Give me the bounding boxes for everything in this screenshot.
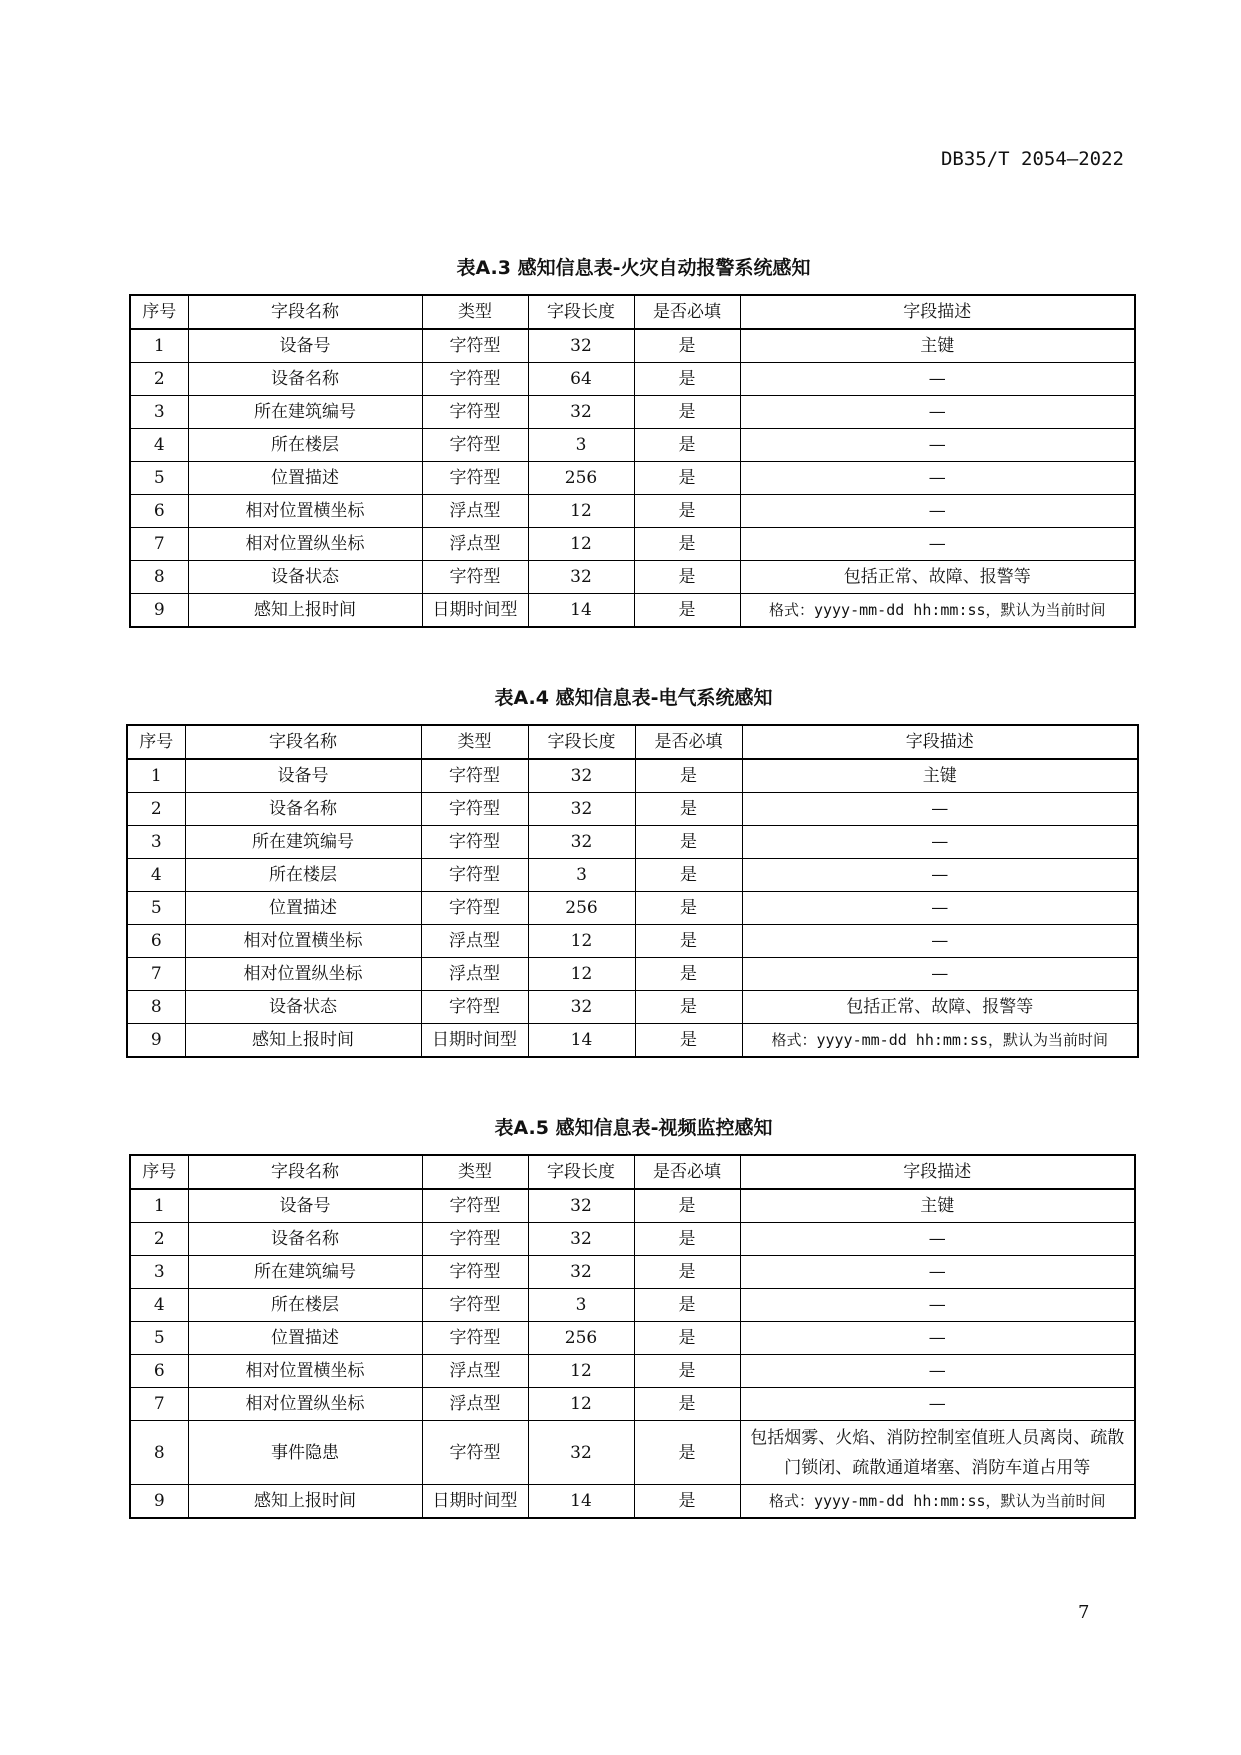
header-field-name: 字段名称 xyxy=(188,1155,422,1189)
cell-required: 是 xyxy=(634,1421,740,1485)
cell-index: 4 xyxy=(130,429,188,462)
cell-description: — xyxy=(742,892,1138,925)
cell-description: 格式：yyyy-mm-dd hh:mm:ss，默认为当前时间 xyxy=(740,1485,1135,1519)
cell-index: 2 xyxy=(130,1223,188,1256)
table-row xyxy=(127,826,1138,859)
cell-description: 包括正常、故障、报警等 xyxy=(740,561,1135,594)
cell-required: 是 xyxy=(635,759,742,793)
table-row xyxy=(130,429,1135,462)
table-row xyxy=(130,1355,1135,1388)
cell-type: 字符型 xyxy=(421,826,528,859)
cell-type: 字符型 xyxy=(421,859,528,892)
cell-length: 12 xyxy=(528,495,634,528)
header-length: 字段长度 xyxy=(528,725,635,759)
cell-index: 8 xyxy=(130,1421,188,1485)
cell-description: — xyxy=(740,1355,1135,1388)
cell-field-name: 相对位置纵坐标 xyxy=(188,528,422,561)
cell-required: 是 xyxy=(634,1388,740,1421)
header-type: 类型 xyxy=(421,725,528,759)
cell-type: 浮点型 xyxy=(421,958,528,991)
table-row xyxy=(130,1322,1135,1355)
cell-required: 是 xyxy=(634,1355,740,1388)
header-field-name: 字段名称 xyxy=(185,725,421,759)
cell-length: 14 xyxy=(528,1485,634,1519)
cell-index: 1 xyxy=(130,1189,188,1223)
header-index: 序号 xyxy=(130,295,188,329)
cell-required: 是 xyxy=(634,594,740,628)
cell-description: — xyxy=(740,1388,1135,1421)
cell-field-name: 感知上报时间 xyxy=(185,1024,421,1058)
cell-field-name: 相对位置纵坐标 xyxy=(185,958,421,991)
cell-index: 5 xyxy=(130,462,188,495)
cell-field-name: 设备号 xyxy=(188,1189,422,1223)
document-code: DB35/T 2054—2022 xyxy=(940,148,1124,170)
cell-field-name: 相对位置纵坐标 xyxy=(188,1388,422,1421)
cell-field-name: 设备状态 xyxy=(188,561,422,594)
cell-required: 是 xyxy=(634,1256,740,1289)
table-a3-caption: 表A.3 感知信息表-火灾自动报警系统感知 xyxy=(456,257,811,279)
cell-type: 字符型 xyxy=(422,1421,528,1485)
cell-field-name: 设备名称 xyxy=(188,1223,422,1256)
cell-length: 256 xyxy=(528,462,634,495)
table-a3 xyxy=(129,294,1136,628)
cell-length: 14 xyxy=(528,594,634,628)
cell-field-name: 位置描述 xyxy=(188,1322,422,1355)
table-row xyxy=(130,1189,1135,1223)
cell-description: — xyxy=(740,1322,1135,1355)
cell-description: — xyxy=(742,925,1138,958)
cell-type: 浮点型 xyxy=(422,528,528,561)
table-row xyxy=(130,396,1135,429)
cell-type: 字符型 xyxy=(422,1322,528,1355)
cell-required: 是 xyxy=(634,1223,740,1256)
cell-length: 32 xyxy=(528,793,635,826)
cell-field-name: 所在楼层 xyxy=(188,429,422,462)
cell-type: 日期时间型 xyxy=(421,1024,528,1058)
table-row xyxy=(130,1223,1135,1256)
cell-type: 浮点型 xyxy=(422,495,528,528)
cell-type: 字符型 xyxy=(422,1223,528,1256)
cell-type: 字符型 xyxy=(421,793,528,826)
table-row xyxy=(130,561,1135,594)
cell-length: 12 xyxy=(528,1388,634,1421)
cell-description: — xyxy=(742,826,1138,859)
cell-length: 32 xyxy=(528,1223,634,1256)
cell-description: 主键 xyxy=(740,329,1135,363)
cell-index: 1 xyxy=(127,759,185,793)
cell-required: 是 xyxy=(635,925,742,958)
table-row xyxy=(130,1256,1135,1289)
cell-type: 字符型 xyxy=(422,1256,528,1289)
cell-description: — xyxy=(740,396,1135,429)
cell-required: 是 xyxy=(634,495,740,528)
cell-length: 32 xyxy=(528,759,635,793)
table-row xyxy=(130,1421,1135,1485)
cell-field-name: 所在楼层 xyxy=(188,1289,422,1322)
cell-required: 是 xyxy=(634,1189,740,1223)
cell-required: 是 xyxy=(634,561,740,594)
cell-field-name: 所在建筑编号 xyxy=(188,1256,422,1289)
cell-type: 日期时间型 xyxy=(422,1485,528,1519)
cell-description: — xyxy=(740,462,1135,495)
cell-field-name: 事件隐患 xyxy=(188,1421,422,1485)
cell-type: 字符型 xyxy=(422,429,528,462)
cell-required: 是 xyxy=(634,429,740,462)
cell-field-name: 位置描述 xyxy=(188,462,422,495)
table-row xyxy=(127,793,1138,826)
cell-type: 字符型 xyxy=(422,1289,528,1322)
header-index: 序号 xyxy=(130,1155,188,1189)
header-length: 字段长度 xyxy=(528,1155,634,1189)
cell-type: 字符型 xyxy=(422,396,528,429)
cell-description: — xyxy=(740,495,1135,528)
cell-length: 12 xyxy=(528,528,634,561)
cell-index: 9 xyxy=(127,1024,185,1058)
table-a5 xyxy=(129,1154,1136,1519)
table-row xyxy=(130,1388,1135,1421)
table-row xyxy=(127,958,1138,991)
table-row xyxy=(130,594,1135,628)
cell-type: 日期时间型 xyxy=(422,594,528,628)
cell-index: 5 xyxy=(127,892,185,925)
cell-length: 3 xyxy=(528,859,635,892)
table-row xyxy=(130,1289,1135,1322)
cell-index: 3 xyxy=(130,1256,188,1289)
cell-field-name: 感知上报时间 xyxy=(188,594,422,628)
cell-description: 格式：yyyy-mm-dd hh:mm:ss，默认为当前时间 xyxy=(740,594,1135,628)
cell-index: 3 xyxy=(130,396,188,429)
cell-required: 是 xyxy=(634,462,740,495)
cell-field-name: 设备状态 xyxy=(185,991,421,1024)
cell-field-name: 相对位置横坐标 xyxy=(185,925,421,958)
header-type: 类型 xyxy=(422,295,528,329)
cell-field-name: 所在楼层 xyxy=(185,859,421,892)
cell-length: 3 xyxy=(528,429,634,462)
cell-required: 是 xyxy=(634,1289,740,1322)
cell-length: 14 xyxy=(528,1024,635,1058)
cell-length: 32 xyxy=(528,991,635,1024)
table-row xyxy=(130,462,1135,495)
cell-length: 12 xyxy=(528,1355,634,1388)
cell-required: 是 xyxy=(634,396,740,429)
cell-required: 是 xyxy=(635,1024,742,1058)
header-length: 字段长度 xyxy=(528,295,634,329)
cell-description: 主键 xyxy=(742,759,1138,793)
cell-length: 32 xyxy=(528,1189,634,1223)
table-a4-caption: 表A.4 感知信息表-电气系统感知 xyxy=(494,687,773,709)
cell-required: 是 xyxy=(634,1322,740,1355)
cell-field-name: 位置描述 xyxy=(185,892,421,925)
cell-index: 8 xyxy=(130,561,188,594)
header-field-name: 字段名称 xyxy=(188,295,422,329)
cell-required: 是 xyxy=(634,363,740,396)
cell-length: 32 xyxy=(528,396,634,429)
cell-length: 12 xyxy=(528,925,635,958)
cell-field-name: 感知上报时间 xyxy=(188,1485,422,1519)
cell-field-name: 设备名称 xyxy=(185,793,421,826)
cell-index: 7 xyxy=(127,958,185,991)
cell-description: — xyxy=(742,859,1138,892)
table-a5-caption: 表A.5 感知信息表-视频监控感知 xyxy=(494,1117,773,1139)
cell-field-name: 相对位置横坐标 xyxy=(188,1355,422,1388)
cell-type: 字符型 xyxy=(421,759,528,793)
cell-index: 6 xyxy=(130,1355,188,1388)
header-type: 类型 xyxy=(422,1155,528,1189)
cell-index: 5 xyxy=(130,1322,188,1355)
cell-index: 1 xyxy=(130,329,188,363)
cell-field-name: 所在建筑编号 xyxy=(188,396,422,429)
cell-field-name: 设备号 xyxy=(188,329,422,363)
cell-length: 3 xyxy=(528,1289,634,1322)
cell-field-name: 相对位置横坐标 xyxy=(188,495,422,528)
cell-length: 32 xyxy=(528,329,634,363)
cell-index: 2 xyxy=(127,793,185,826)
cell-index: 9 xyxy=(130,1485,188,1519)
cell-required: 是 xyxy=(635,892,742,925)
cell-length: 32 xyxy=(528,1256,634,1289)
header-description: 字段描述 xyxy=(740,1155,1135,1189)
page-number: 7 xyxy=(1078,1602,1090,1623)
cell-type: 字符型 xyxy=(422,329,528,363)
cell-required: 是 xyxy=(634,329,740,363)
cell-type: 字符型 xyxy=(422,1189,528,1223)
cell-description: — xyxy=(740,363,1135,396)
table-row xyxy=(127,892,1138,925)
header-required: 是否必填 xyxy=(634,295,740,329)
cell-required: 是 xyxy=(635,826,742,859)
table-row xyxy=(130,1485,1135,1519)
cell-required: 是 xyxy=(635,958,742,991)
cell-description: 主键 xyxy=(740,1189,1135,1223)
cell-description: — xyxy=(740,1256,1135,1289)
cell-required: 是 xyxy=(635,793,742,826)
cell-index: 6 xyxy=(130,495,188,528)
table-header-row xyxy=(127,725,1138,759)
cell-length: 32 xyxy=(528,826,635,859)
header-description: 字段描述 xyxy=(740,295,1135,329)
cell-type: 浮点型 xyxy=(422,1355,528,1388)
cell-type: 字符型 xyxy=(422,363,528,396)
cell-index: 3 xyxy=(127,826,185,859)
cell-length: 32 xyxy=(528,561,634,594)
cell-description: — xyxy=(742,958,1138,991)
cell-description: 包括正常、故障、报警等 xyxy=(742,991,1138,1024)
cell-type: 浮点型 xyxy=(421,925,528,958)
table-row xyxy=(130,495,1135,528)
cell-required: 是 xyxy=(634,1485,740,1519)
header-description: 字段描述 xyxy=(742,725,1138,759)
cell-type: 字符型 xyxy=(422,462,528,495)
cell-description: 格式：yyyy-mm-dd hh:mm:ss，默认为当前时间 xyxy=(742,1024,1138,1058)
table-a4 xyxy=(126,724,1139,1058)
header-index: 序号 xyxy=(127,725,185,759)
cell-required: 是 xyxy=(635,859,742,892)
cell-index: 8 xyxy=(127,991,185,1024)
cell-description: — xyxy=(742,793,1138,826)
table-row xyxy=(130,363,1135,396)
cell-length: 256 xyxy=(528,1322,634,1355)
cell-description: — xyxy=(740,528,1135,561)
cell-description: — xyxy=(740,429,1135,462)
table-row xyxy=(127,759,1138,793)
cell-index: 9 xyxy=(130,594,188,628)
cell-index: 6 xyxy=(127,925,185,958)
cell-required: 是 xyxy=(635,991,742,1024)
table-row xyxy=(130,528,1135,561)
table-row xyxy=(127,925,1138,958)
cell-field-name: 设备号 xyxy=(185,759,421,793)
table-row xyxy=(127,991,1138,1024)
cell-description: — xyxy=(740,1223,1135,1256)
cell-required: 是 xyxy=(634,528,740,561)
header-required: 是否必填 xyxy=(635,725,742,759)
cell-description: 包括烟雾、火焰、消防控制室值班人员离岗、疏散门锁闭、疏散通道堵塞、消防车道占用等 xyxy=(740,1421,1135,1485)
table-header-row xyxy=(130,1155,1135,1189)
header-required: 是否必填 xyxy=(634,1155,740,1189)
cell-length: 12 xyxy=(528,958,635,991)
cell-type: 字符型 xyxy=(421,991,528,1024)
cell-type: 字符型 xyxy=(421,892,528,925)
table-row xyxy=(127,1024,1138,1058)
cell-type: 字符型 xyxy=(422,561,528,594)
cell-field-name: 设备名称 xyxy=(188,363,422,396)
cell-length: 64 xyxy=(528,363,634,396)
cell-type: 浮点型 xyxy=(422,1388,528,1421)
cell-index: 4 xyxy=(127,859,185,892)
cell-index: 4 xyxy=(130,1289,188,1322)
cell-length: 32 xyxy=(528,1421,634,1485)
cell-length: 256 xyxy=(528,892,635,925)
cell-index: 7 xyxy=(130,528,188,561)
table-row xyxy=(130,329,1135,363)
cell-field-name: 所在建筑编号 xyxy=(185,826,421,859)
table-header-row xyxy=(130,295,1135,329)
cell-description: — xyxy=(740,1289,1135,1322)
cell-index: 2 xyxy=(130,363,188,396)
table-row xyxy=(127,859,1138,892)
cell-index: 7 xyxy=(130,1388,188,1421)
